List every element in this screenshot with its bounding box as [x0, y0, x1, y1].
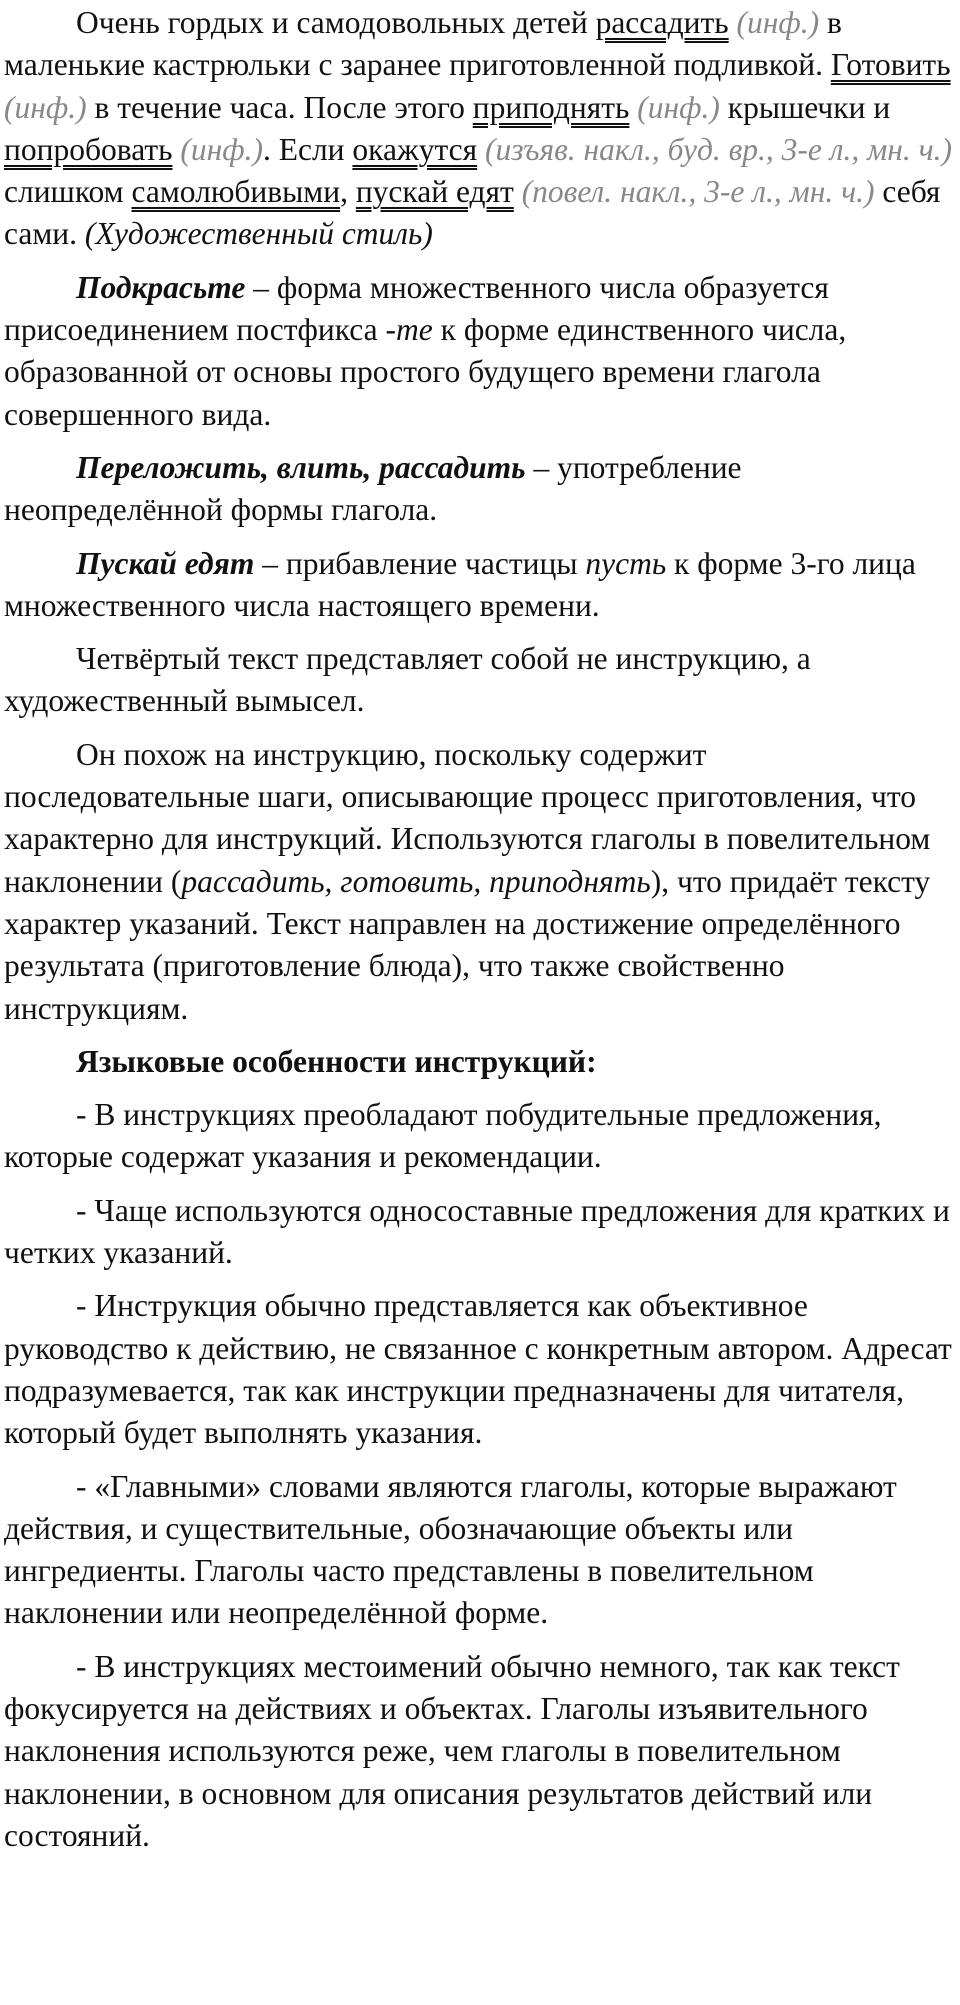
text-fragment — [514, 174, 522, 209]
paragraph-fourth-text: Четвёртый текст представляет собой не инструкцию, а художественный вымысел. — [4, 641, 811, 719]
grammar-annotation: (инф.) — [4, 89, 87, 125]
list-item: - «Главными» словами являются глаголы, которые выражают действия, и существительные, обозначающие объекты или ингредиенты. Глаголы часто представлены в повелительном наклонении или неопределённой форме. — [4, 1468, 897, 1631]
paragraph-infinitives — [4, 447, 956, 532]
text-fragment: слишком — [4, 174, 132, 210]
text-fragment — [477, 132, 485, 167]
text-fragment: крышечки и — [719, 89, 891, 125]
postfix-italic: -те — [385, 312, 433, 348]
predicate-poprobovat: попробовать — [4, 131, 173, 167]
text-fragment: – форма множественного числа образуется присоединением постфикса — [4, 269, 829, 348]
text-fragment: к форме единственного числа, образованной от основы простого будущего времени глагола совершенного вида. — [4, 312, 847, 432]
style-note: (Художественный стиль) — [84, 216, 433, 252]
predicate-rassadit: рассадить — [595, 5, 729, 40]
text-fragment: себя сами. — [4, 174, 941, 252]
text-fragment: ), что придаёт тексту характер указаний. Текст направлен на достижение определённого результата (приготовление блюда), что также свойственно инструкциям. — [4, 863, 931, 1026]
text-fragment: в маленькие кастрюльки с заранее приготовленной подливкой. — [4, 5, 842, 83]
paragraph-podkraste — [4, 267, 956, 436]
text-fragment: Очень гордых и самодовольных детей — [76, 5, 596, 40]
paragraph-similarity — [4, 734, 956, 1030]
predicate-samolyubivymi: самолюбивыми — [131, 174, 341, 210]
grammar-annotation: (инф.) — [736, 5, 820, 40]
text-fragment: Он похож на инструкцию, поскольку содержит последовательные шаги, описывающие процесс приготовления, что характерно для инструкций. Используются глаголы в повелительном наклонении ( — [4, 736, 931, 899]
grammar-annotation: (повел. накл., 3-е л., мн. ч.) — [521, 174, 875, 210]
text-fragment: . Если — [262, 131, 353, 167]
examples-italic: рассадить, готовить, приподнять — [181, 863, 651, 899]
term-bold-italic: Пускай едят — [76, 545, 255, 581]
grammar-annotation: (изъяв. накл., буд. вр., 3-е л., мн. ч.) — [485, 131, 953, 167]
text-fragment: – прибавление частицы — [254, 545, 586, 581]
text-fragment: к форме 3-го лица множественного числа настоящего времени. — [4, 545, 916, 623]
predicate-puskay-edyat: пускай едят — [355, 174, 514, 210]
list-item: - Инструкция обычно представляется как объективное руководство к действию, не связанное с конкретным автором. Адресат подразумевается, так как инструкции предназначены для читателя, который будет выполнять указания. — [4, 1288, 952, 1451]
grammar-annotation: (инф.) — [180, 131, 263, 167]
text-fragment: в течение часа. После этого — [86, 89, 473, 125]
text-fragment: , — [340, 174, 356, 210]
predicate-gotovit: Готовить — [830, 47, 951, 83]
grammar-annotation: (инф.) — [637, 89, 720, 125]
paragraph-puskay-edyat — [4, 543, 956, 628]
analyzed-text-paragraph — [4, 2, 956, 256]
list-item: - В инструкциях местоимений обычно немного, так как текст фокусируется на действиях и объектах. Глаголы изъявительного наклонения используются реже, чем глаголы в повелительном наклонении, в основном для описания результатов действий или состояний. — [4, 1648, 900, 1853]
particle-italic: пусть — [585, 545, 667, 581]
text-fragment: – употребление неопределённой формы глагола. — [4, 449, 742, 528]
predicate-pripodnyat: приподнять — [472, 89, 630, 125]
list-item: - В инструкциях преобладают побудительные предложения, которые содержат указания и рекомендации. — [4, 1097, 882, 1175]
term-bold-italic: Переложить, влить, рассадить — [76, 449, 526, 485]
term-bold-italic: Подкрасьте — [76, 269, 246, 305]
predicate-okazhutsya: окажутся — [352, 131, 478, 167]
section-heading: Языковые особенности инструкций: — [76, 1043, 597, 1079]
list-item: - Чаще используются односоставные предложения для кратких и четких указаний. — [4, 1192, 950, 1271]
text-fragment — [729, 5, 737, 40]
